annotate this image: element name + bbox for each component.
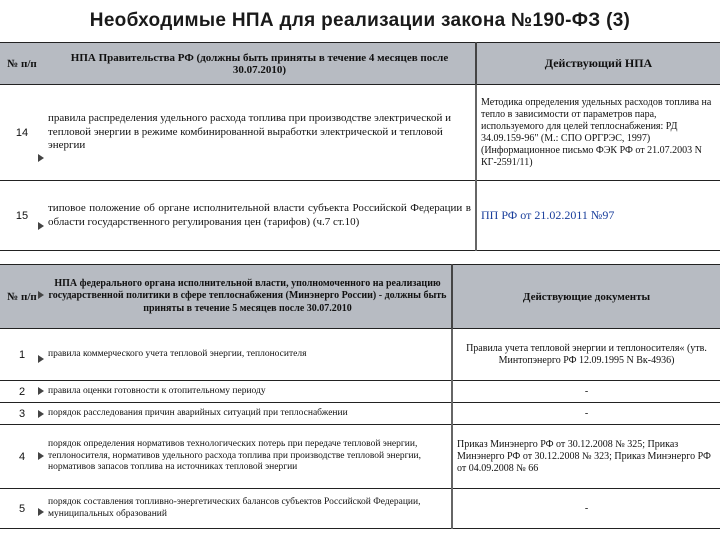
arrow-icon [38, 410, 44, 418]
row-text: порядок расследования причин аварийных ситуаций при теплоснабжении [44, 403, 452, 425]
arrow-icon [38, 508, 44, 516]
row-current: - [452, 489, 720, 529]
row-current: Методика определения удельных расходов топлива на тепло в зависимости от параметров пара, используемого для целей теплоснабжения: РД 34.09.159-96" (М.: СПО ОРГРЭС, 1997) (Информационное письмо ФЭК РФ от 21.07.2003 N КГ-2591/11) [476, 85, 720, 181]
row-current: - [452, 403, 720, 425]
row-num: 2 [0, 381, 44, 403]
page-title: Необходимые НПА для реализации закона №190-ФЗ (3) [89, 10, 631, 31]
table1-header-row [0, 43, 720, 85]
table-row [0, 489, 720, 529]
row-num: 15 [0, 181, 44, 251]
table-row [0, 403, 720, 425]
header-num: № п/п [0, 43, 44, 85]
arrow-icon [38, 291, 44, 299]
row-text: типовое положение об органе исполнительной власти субъекта Российской Федерации в области государственного регулирования цен (тарифов) (ч.7 ст.10) [44, 181, 476, 251]
row-text: правила оценки готовности к отопительному периоду [44, 381, 452, 403]
arrow-icon [38, 154, 44, 162]
row-text: порядок составления топливно-энергетических балансов субъектов Российской Федерации, муниципальных образований [44, 489, 452, 529]
row-num: 1 [0, 329, 44, 381]
row-num: 5 [0, 489, 44, 529]
row-current-link[interactable]: ПП РФ от 21.02.2011 №97 [476, 181, 720, 251]
table-row [0, 329, 720, 381]
table-row [0, 181, 720, 251]
row-num: 3 [0, 403, 44, 425]
header-current: Действующий НПА [476, 43, 720, 85]
table-row [0, 425, 720, 489]
header-npa: НПА Правительства РФ (должны быть приняты в течение 4 месяцев после 30.07.2010) [44, 43, 476, 85]
row-text: правила коммерческого учета тепловой энергии, теплоносителя [44, 329, 452, 381]
arrow-icon [38, 222, 44, 230]
npa-ministry-table [0, 264, 720, 529]
table-row [0, 85, 720, 181]
npa-government-table [0, 42, 720, 251]
header-num: № п/п [0, 265, 44, 329]
header-current: Действующие документы [452, 265, 720, 329]
table2-header-row [0, 265, 720, 329]
table-row [0, 381, 720, 403]
row-current: Правила учета тепловой энергии и теплоносителя« (утв. Минтопэнерго РФ 12.09.1995 N Вк-4936) [452, 329, 720, 381]
header-npa: НПА федерального органа исполнительной власти, уполномоченного на реализацию государственной политики в сфере теплоснабжения (Минэнерго России) - должны быть приняты в течение 5 месяцев после 30.07.2010 [44, 265, 452, 329]
row-num: 14 [0, 85, 44, 181]
row-current: Приказ Минэнерго РФ от 30.12.2008 № 325; Приказ Минэнерго РФ от 30.12.2008 № 323; Приказ Минэнерго РФ от 04.09.2008 № 66 [452, 425, 720, 489]
arrow-icon [38, 387, 44, 395]
row-current: - [452, 381, 720, 403]
row-text: порядок определения нормативов технологических потерь при передаче тепловой энергии, теплоносителя, нормативов удельного расхода топлива при производстве тепловой энергии, нормативов запасов топлива на источниках тепловой энергии [44, 425, 452, 489]
row-num: 4 [0, 425, 44, 489]
arrow-icon [38, 355, 44, 363]
arrow-icon [38, 452, 44, 460]
row-text: правила распределения удельного расхода топлива при производстве электрической и тепловой энергии в режиме комбинированной выработки электрической и тепловой энергии [44, 85, 476, 181]
